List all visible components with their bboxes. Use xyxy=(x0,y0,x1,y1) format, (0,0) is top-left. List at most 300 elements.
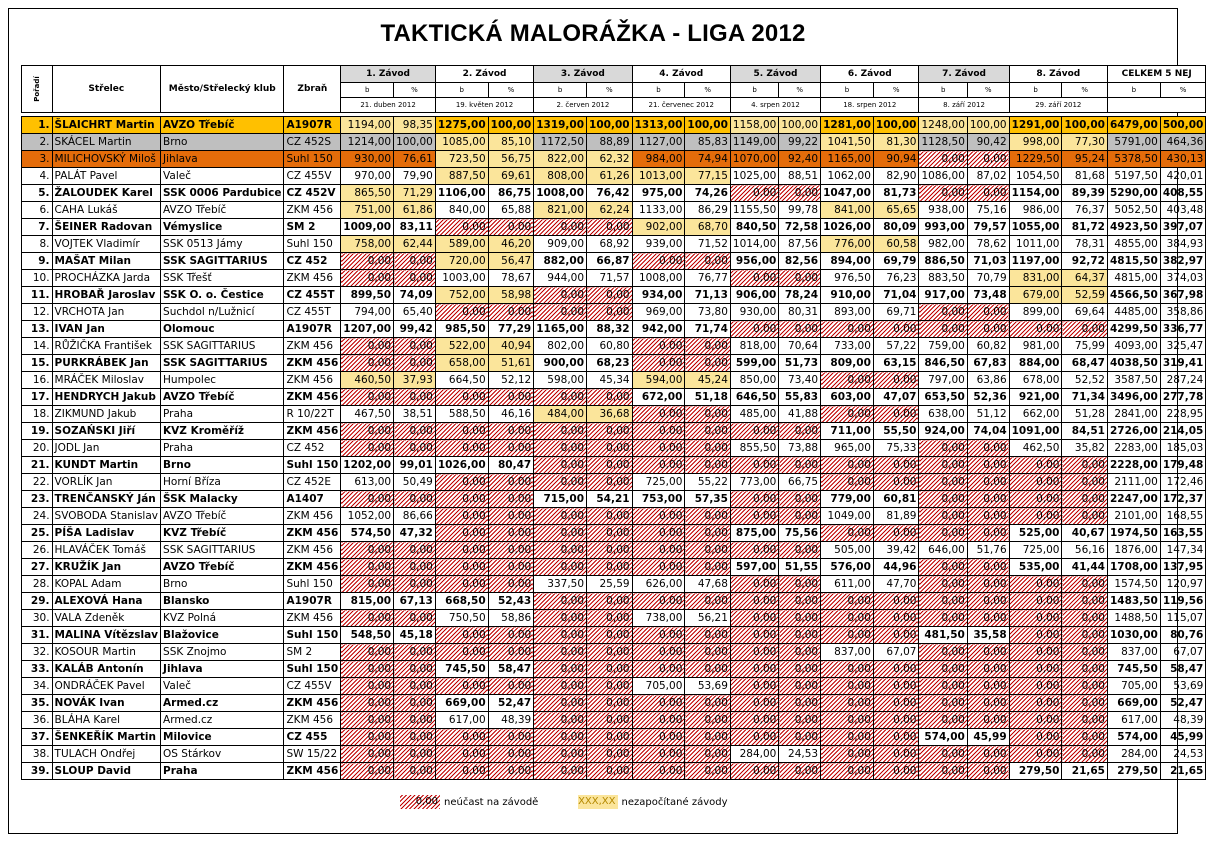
score-cell: 0,00 xyxy=(435,423,488,440)
percent-cell: 0,00 xyxy=(685,406,731,423)
percent-cell: 0,00 xyxy=(488,491,534,508)
score-cell: 0,00 xyxy=(1009,678,1062,695)
percent-cell: 71,04 xyxy=(873,287,919,304)
score-cell: 1008,00 xyxy=(534,185,587,202)
gun-cell: ZKM 456 xyxy=(284,389,341,406)
race-date: 18. srpen 2012 xyxy=(821,98,919,113)
score-cell: 944,00 xyxy=(534,270,587,287)
percent-cell: 0,00 xyxy=(488,559,534,576)
percent-cell: 0,00 xyxy=(488,627,534,644)
score-cell: 831,00 xyxy=(1009,270,1062,287)
percent-cell: 100,00 xyxy=(587,117,633,134)
total-score-cell: 4093,00 xyxy=(1107,338,1160,355)
score-cell: 1070,00 xyxy=(730,151,778,168)
race-date: 21. červenec 2012 xyxy=(632,98,730,113)
shooter-cell: ŠLAICHRT Martin xyxy=(52,117,161,134)
score-cell: 1054,50 xyxy=(1009,168,1062,185)
score-cell: 0,00 xyxy=(821,627,874,644)
percent-cell: 0,00 xyxy=(488,474,534,491)
score-cell: 0,00 xyxy=(730,763,778,780)
rank-cell: 23. xyxy=(22,491,53,508)
percent-cell: 0,00 xyxy=(873,406,919,423)
rank-cell: 24. xyxy=(22,508,53,525)
percent-cell: 0,00 xyxy=(873,763,919,780)
total-score-cell: 4485,00 xyxy=(1107,304,1160,321)
race-pct-header: % xyxy=(779,83,821,98)
percent-cell: 0,00 xyxy=(685,338,731,355)
score-cell: 0,00 xyxy=(919,525,967,542)
gun-cell: SM 2 xyxy=(284,219,341,236)
percent-cell: 67,13 xyxy=(394,593,436,610)
gun-cell: ZKM 456 xyxy=(284,542,341,559)
shooter-cell: NOVÁK Ivan xyxy=(52,695,161,712)
percent-cell: 0,00 xyxy=(685,712,731,729)
percent-cell: 0,00 xyxy=(779,542,821,559)
percent-cell: 0,00 xyxy=(685,559,731,576)
percent-cell: 0,00 xyxy=(587,542,633,559)
gun-cell: ZKM 456 xyxy=(284,525,341,542)
percent-cell: 100,00 xyxy=(967,117,1009,134)
percent-cell: 68,92 xyxy=(587,236,633,253)
score-cell: 753,00 xyxy=(632,491,685,508)
percent-cell: 86,66 xyxy=(394,508,436,525)
table-row xyxy=(22,406,1206,423)
score-cell: 0,00 xyxy=(730,610,778,627)
percent-cell: 74,26 xyxy=(685,185,731,202)
score-cell: 0,00 xyxy=(341,678,394,695)
score-cell: 0,00 xyxy=(341,763,394,780)
score-cell: 882,00 xyxy=(534,253,587,270)
score-cell: 1281,00 xyxy=(821,117,874,134)
percent-cell: 79,90 xyxy=(394,168,436,185)
header-gun: Zbraň xyxy=(284,66,341,113)
score-cell: 993,00 xyxy=(919,219,967,236)
percent-cell: 76,37 xyxy=(1062,202,1108,219)
score-cell: 0,00 xyxy=(341,695,394,712)
score-cell: 841,00 xyxy=(821,202,874,219)
percent-cell: 56,47 xyxy=(488,253,534,270)
percent-cell: 99,42 xyxy=(394,321,436,338)
total-score-cell: 705,00 xyxy=(1107,678,1160,695)
legend-absent xyxy=(400,795,538,809)
shooter-cell: RŮŽIČKA František xyxy=(52,338,161,355)
race-b-header: b xyxy=(919,83,967,98)
shooter-cell: PURKRÁBEK Jan xyxy=(52,355,161,372)
percent-cell: 60,80 xyxy=(587,338,633,355)
percent-cell: 0,00 xyxy=(873,593,919,610)
score-cell: 715,00 xyxy=(534,491,587,508)
table-row xyxy=(22,253,1206,270)
score-cell: 0,00 xyxy=(435,508,488,525)
score-cell: 1248,00 xyxy=(919,117,967,134)
score-cell: 679,00 xyxy=(1009,287,1062,304)
score-cell: 0,00 xyxy=(821,321,874,338)
percent-cell: 0,00 xyxy=(779,763,821,780)
score-cell: 840,00 xyxy=(435,202,488,219)
percent-cell: 71,34 xyxy=(1062,389,1108,406)
club-cell: Suchdol n/Lužnicí xyxy=(161,304,284,321)
table-row xyxy=(22,457,1206,474)
score-cell: 0,00 xyxy=(730,542,778,559)
score-cell: 909,00 xyxy=(534,236,587,253)
club-cell: SSK SAGITTARIUS xyxy=(161,355,284,372)
score-cell: 0,00 xyxy=(534,457,587,474)
rank-cell: 18. xyxy=(22,406,53,423)
score-cell: 0,00 xyxy=(341,729,394,746)
score-cell: 485,00 xyxy=(730,406,778,423)
percent-cell: 78,62 xyxy=(967,236,1009,253)
shooter-cell: PALÁT Pavel xyxy=(52,168,161,185)
score-cell: 0,00 xyxy=(730,644,778,661)
percent-cell: 0,00 xyxy=(394,644,436,661)
score-cell: 752,00 xyxy=(435,287,488,304)
total-percent-cell: 277,78 xyxy=(1160,389,1206,406)
rank-cell: 3. xyxy=(22,151,53,168)
percent-cell: 73,88 xyxy=(779,440,821,457)
shooter-cell: PROCHÁZKA Jarda xyxy=(52,270,161,287)
table-row xyxy=(22,355,1206,372)
total-percent-cell: 403,48 xyxy=(1160,202,1206,219)
rank-cell: 8. xyxy=(22,236,53,253)
rank-cell: 12. xyxy=(22,304,53,321)
percent-cell: 68,23 xyxy=(587,355,633,372)
shooter-cell: ONDRÁČEK Pavel xyxy=(52,678,161,695)
race-pct-header: % xyxy=(1062,83,1108,98)
percent-cell: 92,72 xyxy=(1062,253,1108,270)
score-cell: 0,00 xyxy=(632,695,685,712)
score-cell: 910,00 xyxy=(821,287,874,304)
score-cell: 0,00 xyxy=(534,559,587,576)
percent-cell: 51,18 xyxy=(685,389,731,406)
percent-cell: 0,00 xyxy=(587,389,633,406)
score-cell: 985,50 xyxy=(435,321,488,338)
table-row xyxy=(22,559,1206,576)
score-cell: 797,00 xyxy=(919,372,967,389)
percent-cell: 0,00 xyxy=(873,729,919,746)
percent-cell: 51,61 xyxy=(488,355,534,372)
rank-cell: 21. xyxy=(22,457,53,474)
percent-cell: 57,35 xyxy=(685,491,731,508)
percent-cell: 40,67 xyxy=(1062,525,1108,542)
percent-cell: 0,00 xyxy=(685,661,731,678)
percent-cell: 0,00 xyxy=(1062,576,1108,593)
percent-cell: 47,68 xyxy=(685,576,731,593)
score-cell: 0,00 xyxy=(534,593,587,610)
gun-cell: ZKM 456 xyxy=(284,338,341,355)
club-cell: Armed.cz xyxy=(161,695,284,712)
club-cell: AVZO Třebíč xyxy=(161,202,284,219)
club-cell: AVZO Třebíč xyxy=(161,117,284,134)
score-cell: 1013,00 xyxy=(632,168,685,185)
total-score-cell: 2841,00 xyxy=(1107,406,1160,423)
total-score-cell: 1483,50 xyxy=(1107,593,1160,610)
shooter-cell: KALÁB Antonín xyxy=(52,661,161,678)
table-row xyxy=(22,491,1206,508)
score-cell: 0,00 xyxy=(730,661,778,678)
percent-cell: 0,00 xyxy=(779,729,821,746)
percent-cell: 0,00 xyxy=(967,763,1009,780)
legend-absent-swatch: 0,00 xyxy=(400,795,440,809)
percent-cell: 24,53 xyxy=(779,746,821,763)
percent-cell: 92,40 xyxy=(779,151,821,168)
percent-cell: 85,83 xyxy=(685,134,731,151)
total-score-cell: 4855,00 xyxy=(1107,236,1160,253)
shooter-cell: SOZAŃSKI Jiří xyxy=(52,423,161,440)
score-cell: 975,00 xyxy=(632,185,685,202)
score-cell: 0,00 xyxy=(1009,593,1062,610)
total-score-cell: 284,00 xyxy=(1107,746,1160,763)
gun-cell: ZKM 456 xyxy=(284,695,341,712)
score-cell: 815,00 xyxy=(341,593,394,610)
score-cell: 0,00 xyxy=(632,712,685,729)
score-cell: 969,00 xyxy=(632,304,685,321)
score-cell: 0,00 xyxy=(534,627,587,644)
percent-cell: 0,00 xyxy=(873,474,919,491)
race-pct-header: % xyxy=(967,83,1009,98)
total-percent-cell: 228,95 xyxy=(1160,406,1206,423)
percent-cell: 0,00 xyxy=(587,423,633,440)
percent-cell: 0,00 xyxy=(873,525,919,542)
score-cell: 0,00 xyxy=(534,508,587,525)
race-pct-header: % xyxy=(685,83,731,98)
percent-cell: 0,00 xyxy=(394,542,436,559)
percent-cell: 82,90 xyxy=(873,168,919,185)
table-row xyxy=(22,134,1206,151)
percent-cell: 90,42 xyxy=(967,134,1009,151)
score-cell: 0,00 xyxy=(341,661,394,678)
race-b-header: b xyxy=(341,83,394,98)
percent-cell: 0,00 xyxy=(967,695,1009,712)
table-row xyxy=(22,321,1206,338)
gun-cell: A1407 xyxy=(284,491,341,508)
shooter-cell: TRENČANSKÝ Ján xyxy=(52,491,161,508)
percent-cell: 0,00 xyxy=(1062,661,1108,678)
score-cell: 0,00 xyxy=(1009,661,1062,678)
shooter-cell: VRCHOTA Jan xyxy=(52,304,161,321)
percent-cell: 0,00 xyxy=(779,321,821,338)
percent-cell: 0,00 xyxy=(587,746,633,763)
total-percent-cell: 45,99 xyxy=(1160,729,1206,746)
score-cell: 0,00 xyxy=(341,542,394,559)
gun-cell: ZKM 456 xyxy=(284,763,341,780)
score-cell: 899,50 xyxy=(341,287,394,304)
race-date: 19. květen 2012 xyxy=(435,98,533,113)
gun-cell: Suhl 150 xyxy=(284,627,341,644)
score-cell: 678,00 xyxy=(1009,372,1062,389)
gun-cell: CZ 452 xyxy=(284,440,341,457)
percent-cell: 77,30 xyxy=(1062,134,1108,151)
score-cell: 0,00 xyxy=(435,678,488,695)
score-cell: 894,00 xyxy=(821,253,874,270)
gun-cell: R 10/22T xyxy=(284,406,341,423)
percent-cell: 0,00 xyxy=(873,661,919,678)
score-cell: 0,00 xyxy=(821,712,874,729)
shooter-cell: ZIKMUND Jakub xyxy=(52,406,161,423)
gun-cell: CZ 455T xyxy=(284,287,341,304)
percent-cell: 47,32 xyxy=(394,525,436,542)
score-cell: 0,00 xyxy=(919,508,967,525)
percent-cell: 0,00 xyxy=(685,253,731,270)
percent-cell: 48,39 xyxy=(488,712,534,729)
score-cell: 0,00 xyxy=(730,695,778,712)
score-cell: 0,00 xyxy=(1009,695,1062,712)
score-cell: 0,00 xyxy=(341,610,394,627)
total-score-cell: 2726,00 xyxy=(1107,423,1160,440)
score-cell: 0,00 xyxy=(534,712,587,729)
score-cell: 574,50 xyxy=(341,525,394,542)
score-cell: 0,00 xyxy=(632,661,685,678)
percent-cell: 0,00 xyxy=(587,474,633,491)
total-percent-cell: 325,47 xyxy=(1160,338,1206,355)
percent-cell: 25,59 xyxy=(587,576,633,593)
score-cell: 0,00 xyxy=(821,372,874,389)
rank-cell: 31. xyxy=(22,627,53,644)
percent-cell: 56,75 xyxy=(488,151,534,168)
total-score-cell: 1974,50 xyxy=(1107,525,1160,542)
score-cell: 0,00 xyxy=(919,440,967,457)
total-score-cell: 1876,00 xyxy=(1107,542,1160,559)
score-cell: 738,00 xyxy=(632,610,685,627)
score-cell: 467,50 xyxy=(341,406,394,423)
rank-cell: 36. xyxy=(22,712,53,729)
percent-cell: 0,00 xyxy=(488,729,534,746)
percent-cell: 81,73 xyxy=(873,185,919,202)
percent-cell: 66,87 xyxy=(587,253,633,270)
score-cell: 981,00 xyxy=(1009,338,1062,355)
gun-cell: ZKM 456 xyxy=(284,423,341,440)
percent-cell: 51,73 xyxy=(779,355,821,372)
score-cell: 837,00 xyxy=(821,644,874,661)
total-score-cell: 669,00 xyxy=(1107,695,1160,712)
score-cell: 481,50 xyxy=(919,627,967,644)
shooter-cell: HLAVÁČEK Tomáš xyxy=(52,542,161,559)
rank-cell: 9. xyxy=(22,253,53,270)
percent-cell: 55,22 xyxy=(685,474,731,491)
total-percent-cell: 367,98 xyxy=(1160,287,1206,304)
percent-cell: 0,00 xyxy=(873,627,919,644)
shooter-cell: VOJTEK Vladimír xyxy=(52,236,161,253)
score-cell: 0,00 xyxy=(632,559,685,576)
score-cell: 0,00 xyxy=(730,185,778,202)
score-cell: 1047,00 xyxy=(821,185,874,202)
race-date: 8. září 2012 xyxy=(919,98,1009,113)
total-score-cell: 574,00 xyxy=(1107,729,1160,746)
score-cell: 0,00 xyxy=(730,576,778,593)
total-score-cell: 837,00 xyxy=(1107,644,1160,661)
table-row xyxy=(22,661,1206,678)
rank-cell: 11. xyxy=(22,287,53,304)
percent-cell: 80,09 xyxy=(873,219,919,236)
score-cell: 653,50 xyxy=(919,389,967,406)
score-cell: 723,50 xyxy=(435,151,488,168)
rank-cell: 22. xyxy=(22,474,53,491)
gun-cell: Suhl 150 xyxy=(284,457,341,474)
score-cell: 1025,00 xyxy=(730,168,778,185)
percent-cell: 75,99 xyxy=(1062,338,1108,355)
percent-cell: 0,00 xyxy=(587,287,633,304)
score-cell: 0,00 xyxy=(534,644,587,661)
score-cell: 1229,50 xyxy=(1009,151,1062,168)
shooter-cell: PÍŠA Ladislav xyxy=(52,525,161,542)
total-score-cell: 1030,00 xyxy=(1107,627,1160,644)
table-row xyxy=(22,389,1206,406)
score-cell: 0,00 xyxy=(919,491,967,508)
score-cell: 1014,00 xyxy=(730,236,778,253)
score-cell: 1003,00 xyxy=(435,270,488,287)
table-row xyxy=(22,338,1206,355)
score-cell: 0,00 xyxy=(435,729,488,746)
percent-cell: 0,00 xyxy=(1062,695,1108,712)
rank-cell: 16. xyxy=(22,372,53,389)
percent-cell: 0,00 xyxy=(587,593,633,610)
score-cell: 0,00 xyxy=(534,542,587,559)
total-percent-cell: 58,47 xyxy=(1160,661,1206,678)
percent-cell: 53,69 xyxy=(685,678,731,695)
shooter-cell: MRÁČEK Miloslav xyxy=(52,372,161,389)
percent-cell: 58,86 xyxy=(488,610,534,627)
race-pct-header: % xyxy=(873,83,919,98)
score-cell: 711,00 xyxy=(821,423,874,440)
rank-cell: 10. xyxy=(22,270,53,287)
percent-cell: 52,47 xyxy=(488,695,534,712)
score-cell: 664,50 xyxy=(435,372,488,389)
score-cell: 598,00 xyxy=(534,372,587,389)
score-cell: 1052,00 xyxy=(341,508,394,525)
total-percent-cell: 120,97 xyxy=(1160,576,1206,593)
club-cell: Brno xyxy=(161,576,284,593)
shooter-cell: KUNDT Martin xyxy=(52,457,161,474)
percent-cell: 71,13 xyxy=(685,287,731,304)
percent-cell: 81,68 xyxy=(1062,168,1108,185)
club-cell: SSK SAGITTARIUS xyxy=(161,253,284,270)
rank-cell: 27. xyxy=(22,559,53,576)
percent-cell: 0,00 xyxy=(1062,746,1108,763)
score-cell: 998,00 xyxy=(1009,134,1062,151)
score-cell: 1049,00 xyxy=(821,508,874,525)
percent-cell: 0,00 xyxy=(779,644,821,661)
score-cell: 759,00 xyxy=(919,338,967,355)
race-pct-header: % xyxy=(394,83,436,98)
score-cell: 0,00 xyxy=(821,695,874,712)
gun-cell: A1907R xyxy=(284,321,341,338)
club-cell: Horní Bříza xyxy=(161,474,284,491)
score-cell: 522,00 xyxy=(435,338,488,355)
score-cell: 924,00 xyxy=(919,423,967,440)
percent-cell: 70,64 xyxy=(779,338,821,355)
score-cell: 525,00 xyxy=(1009,525,1062,542)
percent-cell: 0,00 xyxy=(967,610,1009,627)
total-percent-cell: 214,05 xyxy=(1160,423,1206,440)
percent-cell: 0,00 xyxy=(967,576,1009,593)
score-cell: 0,00 xyxy=(919,695,967,712)
shooter-cell: ŠENKEŘÍK Martin xyxy=(52,729,161,746)
percent-cell: 0,00 xyxy=(394,678,436,695)
score-cell: 1291,00 xyxy=(1009,117,1062,134)
race-b-header: b xyxy=(1009,83,1062,98)
club-cell: Praha xyxy=(161,406,284,423)
score-cell: 1128,50 xyxy=(919,134,967,151)
club-cell: Milovice xyxy=(161,729,284,746)
table-row xyxy=(22,219,1206,236)
percent-cell: 0,00 xyxy=(873,678,919,695)
score-cell: 0,00 xyxy=(730,627,778,644)
score-cell: 942,00 xyxy=(632,321,685,338)
percent-cell: 0,00 xyxy=(488,746,534,763)
total-percent-cell: 420,01 xyxy=(1160,168,1206,185)
club-cell: Praha xyxy=(161,440,284,457)
score-cell: 0,00 xyxy=(919,763,967,780)
shooter-cell: HROBAŘ Jaroslav xyxy=(52,287,161,304)
